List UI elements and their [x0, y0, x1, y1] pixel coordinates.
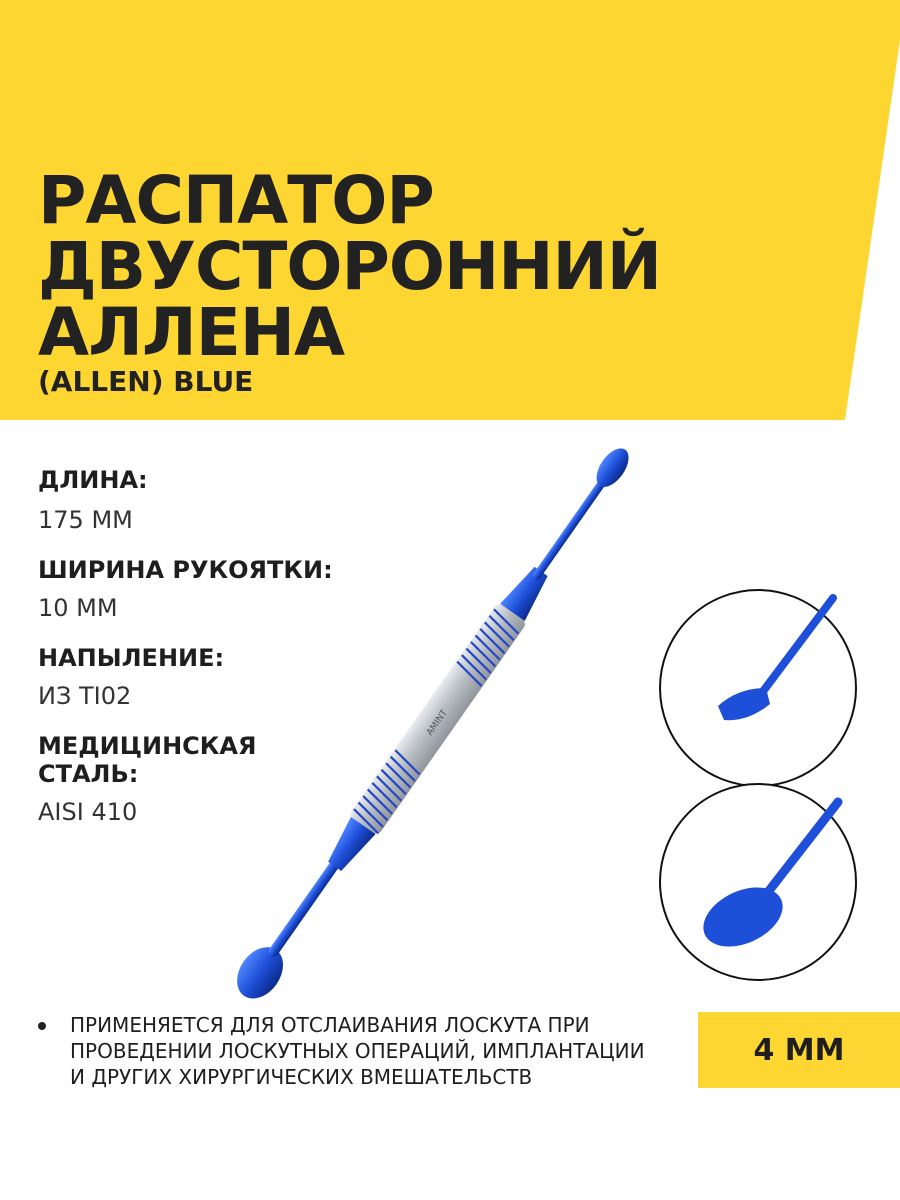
- spec-length-label: ДЛИНА:: [38, 466, 148, 494]
- spec-steel-value: AISI 410: [38, 798, 138, 826]
- product-title-line-2: ДВУСТОРОННИЙ: [38, 228, 661, 305]
- product-title-line-3: АЛЛЕНА: [38, 294, 345, 371]
- spec-handle-width-value: 10 ММ: [38, 594, 118, 622]
- tip-detail-large-image: [658, 782, 858, 982]
- product-subtitle: (ALLEN) BLUE: [38, 365, 254, 398]
- size-badge-label: 4 ММ: [753, 1032, 845, 1068]
- usage-description: ПРИМЕНЯЕТСЯ ДЛЯ ОТСЛАИВАНИЯ ЛОСКУТА ПРИ ПРОВЕДЕНИИ ЛОСКУТНЫХ ОПЕРАЦИЙ, ИМПЛАНТАЦИИ И ДРУГИХ ХИРУРГИЧЕСКИХ ВМЕШАТЕЛЬСТВ: [70, 1013, 645, 1089]
- tip-detail-small-image: [658, 588, 858, 788]
- product-title-line-1: РАСПАТОР: [38, 162, 434, 239]
- spec-coating-label: НАПЫЛЕНИЕ:: [38, 644, 225, 672]
- bullet-dot-icon: [38, 1022, 46, 1030]
- spec-handle-width-label: ШИРИНА РУКОЯТКИ:: [38, 556, 333, 584]
- spec-steel-label: МЕДИЦИНСКАЯ СТАЛЬ:: [38, 732, 257, 788]
- spec-length-value: 175 ММ: [38, 506, 133, 534]
- size-badge: [698, 1012, 900, 1088]
- spec-coating-value: ИЗ TI02: [38, 682, 132, 710]
- handle-engraving: AMINT: [425, 708, 450, 738]
